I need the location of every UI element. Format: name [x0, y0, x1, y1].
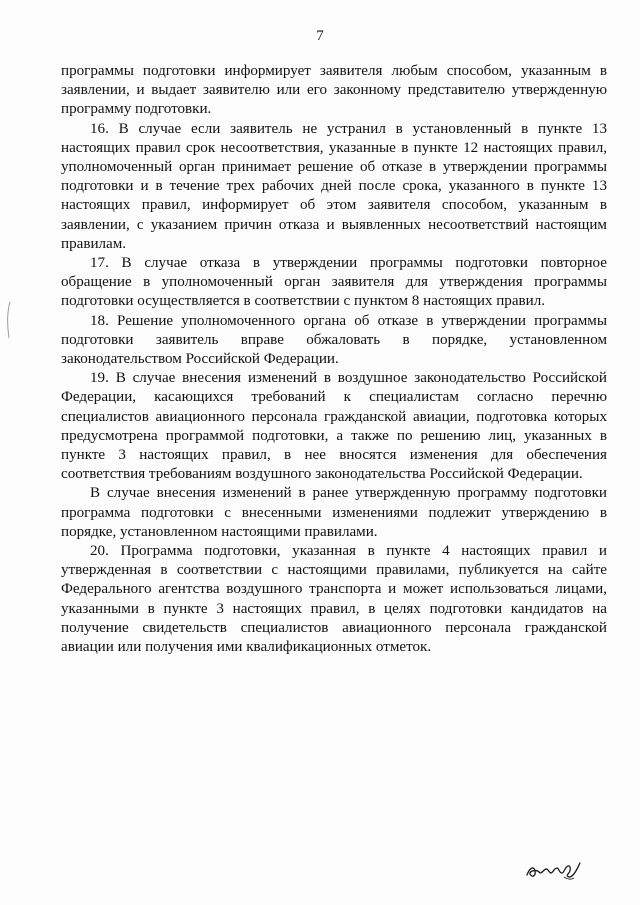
handwritten-initials: [524, 858, 584, 882]
scan-margin-mark: [6, 300, 12, 340]
paragraph-16: 16. В случае если заявитель не устранил в установленный в пункте 13 настоящих правил срок несоответствия, указанные в пункте 12 настоящих правил, уполномоченный орган принимает решение об отказе в утверждении программы подготовки и в течение трех рабочих дней после срока, указанного в пункте 13 настоящих правил, информирует об этом заявителя способом, указанным в заявлении, с указанием причин отказа и выявленных несоответствий настоящим правилам.: [61, 120, 607, 252]
paragraph-20: 20. Программа подготовки, указанная в пункте 4 настоящих правил и утвержденная в соответствии с настоящими правилами, публикуется на сайте Федерального агентства воздушного транспорта и может использоваться лицами, указанными в пункте 3 настоящих правил, в целях подготовки кандидатов на получение свидетельств специалистов авиационного персонала гражданской авиации или получения ими квалификационных отметок.: [61, 543, 607, 656]
paragraph-continuation: программы подготовки информирует заявителя любым способом, указанным в заявлении, и выдает заявителю или его законному представителю утвержденную программу подготовки.: [61, 63, 607, 118]
page-number: 7: [316, 28, 324, 44]
paragraph-17: 17. В случае отказа в утверждении программы подготовки повторное обращение в уполномоченный орган заявителя для утверждения программы подготовки осуществляется в соответствии с пунктом 8 настоящих правил.: [61, 255, 607, 310]
document-body: [61, 62, 607, 657]
paragraph-18: 18. Решение уполномоченного органа об отказе в утверждении программы подготовки заявитель вправе обжаловать в порядке, установленном законодательством Российской Федерации.: [61, 312, 607, 368]
paragraph-19-continued: В случае внесения изменений в ранее утвержденную программу подготовки программа подготовки с внесенными изменениями подлежит утверждению в порядке, установленном настоящими правилами.: [61, 485, 607, 540]
paragraph-19: 19. В случае внесения изменений в воздушное законодательство Российской Федерации, касающихся требований к специалистам согласно перечню специалистов авиационного персонала гражданской авиации, подготовка которых предусмотрена программой подготовки, а также по решению лиц, указанных в пункте 3 настоящих правил, в нее вносятся изменения для обеспечения соответствия требованиям воздушного законодательства Российской Федерации.: [61, 370, 607, 483]
